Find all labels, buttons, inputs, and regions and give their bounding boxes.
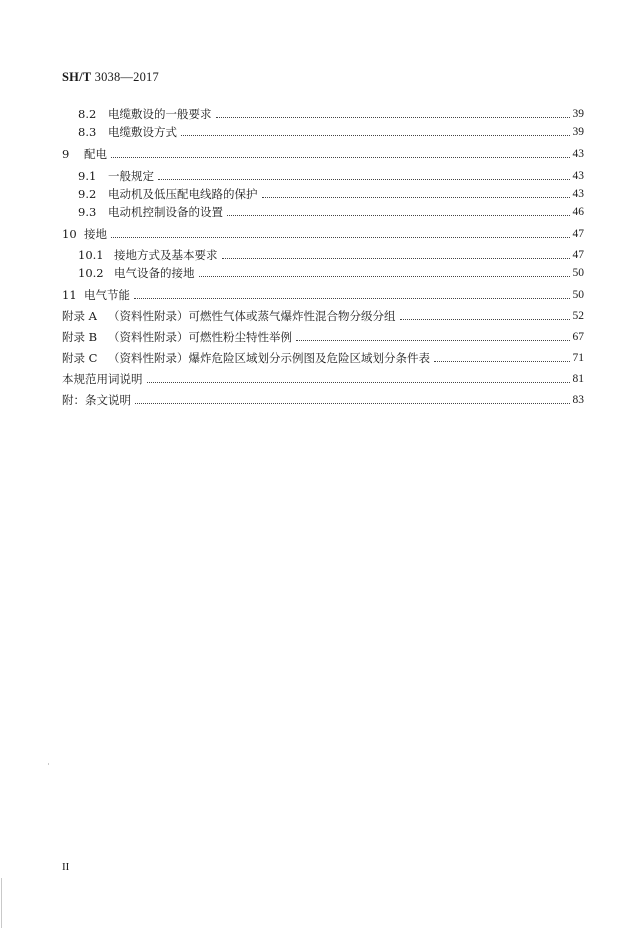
toc-dot-leader bbox=[181, 135, 570, 136]
toc-entry-appendix-a[interactable] bbox=[62, 306, 584, 324]
toc-entry-appendix-b[interactable] bbox=[62, 327, 584, 345]
toc-entry-8-2[interactable] bbox=[78, 104, 584, 122]
toc-entry-9-3[interactable] bbox=[78, 202, 584, 220]
toc-entry-title: （资料性附录）可燃性气体或蒸气爆炸性混合物分级分组 bbox=[108, 309, 396, 323]
toc-entry-clause-explanation[interactable] bbox=[62, 390, 584, 408]
toc-entry-title: 电气设备的接地 bbox=[114, 266, 195, 280]
toc-entry-title: 接地 bbox=[84, 227, 107, 241]
toc-entry-wording[interactable] bbox=[62, 369, 584, 387]
toc-entry-title: 接地方式及基本要求 bbox=[114, 248, 218, 262]
toc-entry-page: 83 bbox=[572, 394, 584, 406]
toc-entry-title: 电气节能 bbox=[84, 288, 130, 302]
toc-entry-8-3[interactable] bbox=[78, 122, 584, 140]
toc-entry-page: 47 bbox=[572, 249, 584, 261]
toc-dot-leader bbox=[111, 237, 570, 238]
toc-dot-leader bbox=[296, 340, 570, 341]
scan-speck bbox=[48, 763, 49, 765]
toc-entry-title: 配电 bbox=[84, 147, 107, 161]
toc-entry-page: 47 bbox=[572, 228, 584, 240]
toc-entry-10[interactable] bbox=[62, 224, 584, 242]
toc-entry-title: （资料性附录）可燃性粉尘特性举例 bbox=[108, 330, 292, 344]
toc-entry-page: 81 bbox=[572, 373, 584, 385]
doc-code-prefix: SH/T bbox=[62, 70, 92, 84]
toc-dot-leader bbox=[222, 258, 570, 259]
toc-entry-number: 9.1 bbox=[78, 169, 97, 183]
toc-entry-9-1[interactable] bbox=[78, 166, 584, 184]
toc-dot-leader bbox=[147, 382, 570, 383]
toc-entry-page: 71 bbox=[572, 352, 584, 364]
toc-dot-leader bbox=[227, 215, 570, 216]
toc-entry-9-2[interactable] bbox=[78, 184, 584, 202]
toc-entry-appendix-c[interactable] bbox=[62, 348, 584, 366]
toc-entry-number: 10 bbox=[62, 227, 77, 241]
toc-entry-title: 一般规定 bbox=[108, 169, 154, 183]
toc-dot-leader bbox=[135, 403, 570, 404]
toc-entry-page: 43 bbox=[572, 170, 584, 182]
toc-dot-leader bbox=[134, 298, 570, 299]
toc-dot-leader bbox=[400, 319, 570, 320]
toc-entry-title: 电缆敷设的一般要求 bbox=[108, 107, 212, 121]
page-number: II bbox=[62, 861, 70, 873]
toc-entry-number: 9.3 bbox=[78, 205, 97, 219]
toc-entry-number: 9 bbox=[62, 147, 70, 161]
toc-entry-number: 8.2 bbox=[78, 107, 97, 121]
toc-entry-page: 43 bbox=[572, 188, 584, 200]
toc-entry-number: 10.2 bbox=[78, 266, 104, 280]
toc-entry-number: 8.3 bbox=[78, 125, 97, 139]
toc-entry-number: 11 bbox=[62, 288, 77, 302]
toc-entry-number: 10.1 bbox=[78, 248, 104, 262]
toc-entry-title: 附：条文说明 bbox=[62, 393, 131, 407]
toc-entry-number: 附录 B bbox=[62, 330, 98, 344]
toc-entry-page: 50 bbox=[572, 267, 584, 279]
toc-entry-10-1[interactable] bbox=[78, 245, 584, 263]
toc-entry-title: 电动机控制设备的设置 bbox=[108, 205, 223, 219]
scan-edge-mark bbox=[1, 878, 2, 928]
toc-entry-title: 本规范用词说明 bbox=[62, 372, 143, 386]
toc-entry-page: 46 bbox=[572, 206, 584, 218]
toc-dot-leader bbox=[434, 361, 570, 362]
toc-entry-number: 附录 A bbox=[62, 309, 97, 323]
toc-dot-leader bbox=[216, 117, 570, 118]
toc-entry-page: 50 bbox=[572, 289, 584, 301]
toc-entry-title: 电缆敷设方式 bbox=[108, 125, 177, 139]
toc-entry-11[interactable] bbox=[62, 285, 584, 303]
toc-dot-leader bbox=[111, 157, 570, 158]
toc-dot-leader bbox=[199, 276, 570, 277]
toc-entry-page: 43 bbox=[572, 148, 584, 160]
toc-dot-leader bbox=[262, 197, 570, 198]
toc-dot-leader bbox=[158, 179, 570, 180]
toc-entry-title: （资料性附录）爆炸危险区域划分示例图及危险区域划分条件表 bbox=[108, 351, 430, 365]
toc-entry-title: 电动机及低压配电线路的保护 bbox=[108, 187, 258, 201]
toc-entry-9[interactable] bbox=[62, 144, 584, 162]
toc-entry-page: 39 bbox=[572, 126, 584, 138]
doc-code-number: 3038—2017 bbox=[94, 70, 159, 84]
toc-entry-10-2[interactable] bbox=[78, 263, 584, 281]
toc-entry-number: 9.2 bbox=[78, 187, 97, 201]
toc-entry-page: 39 bbox=[572, 108, 584, 120]
toc-entry-number: 附录 C bbox=[62, 351, 98, 365]
toc-entry-page: 67 bbox=[572, 331, 584, 343]
toc-entry-page: 52 bbox=[572, 310, 584, 322]
